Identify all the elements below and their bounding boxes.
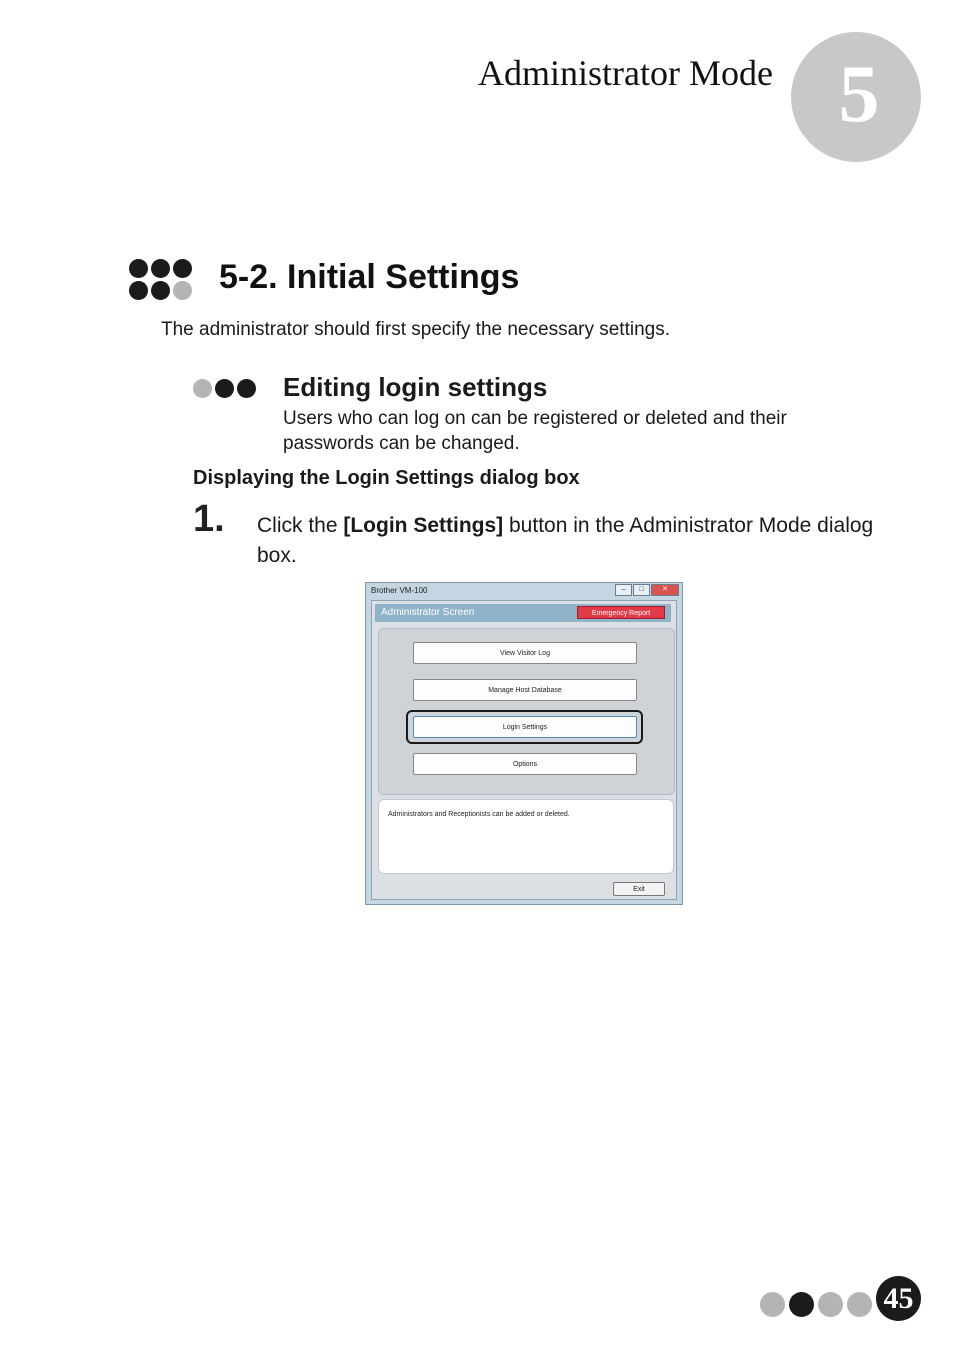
login-settings-button[interactable]: Login Settings xyxy=(413,716,637,738)
minimize-icon[interactable]: – xyxy=(615,584,632,596)
step-number: 1. xyxy=(193,498,225,540)
app-header xyxy=(375,604,671,622)
admin-mode-window-screenshot xyxy=(365,582,683,905)
window-title: Brother VM-100 xyxy=(371,586,428,595)
emergency-report-button[interactable]: Emergency Report xyxy=(577,606,665,619)
window-controls xyxy=(614,584,679,596)
maximize-icon[interactable]: □ xyxy=(633,584,650,596)
section-intro: The administrator should first specify the necessary settings. xyxy=(161,319,671,340)
message-box xyxy=(378,799,674,874)
app-title: Administrator Screen xyxy=(381,607,475,618)
step-text-bold: [Login Settings] xyxy=(343,514,504,537)
subsection-title: Editing login settings xyxy=(283,372,548,402)
step-text-suffix: button in the Administrator Mode dialog box. xyxy=(257,514,874,567)
step-text-prefix: Click the xyxy=(257,514,344,537)
step-text xyxy=(257,511,877,571)
window-body xyxy=(371,600,677,900)
message-text: Administrators and Receptionists can be added or deleted. xyxy=(388,811,570,818)
view-visitor-log-button[interactable]: View Visitor Log xyxy=(413,642,637,664)
chapter-number: 5 xyxy=(838,48,880,139)
section-title: 5-2. Initial Settings xyxy=(219,258,520,296)
subsection-description: Users who can log on can be registered or deleted and their passwords can be changed. xyxy=(283,408,787,454)
procedure-title: Displaying the Login Settings dialog box xyxy=(193,467,580,489)
options-button[interactable]: Options xyxy=(413,753,637,775)
manage-host-database-button[interactable]: Manage Host Database xyxy=(413,679,637,701)
close-icon[interactable]: ✕ xyxy=(651,584,679,596)
exit-button[interactable]: Exit xyxy=(613,882,665,896)
button-panel xyxy=(378,628,675,795)
chapter-title: Administrator Mode xyxy=(478,53,773,93)
page-number: 45 xyxy=(883,1282,914,1315)
